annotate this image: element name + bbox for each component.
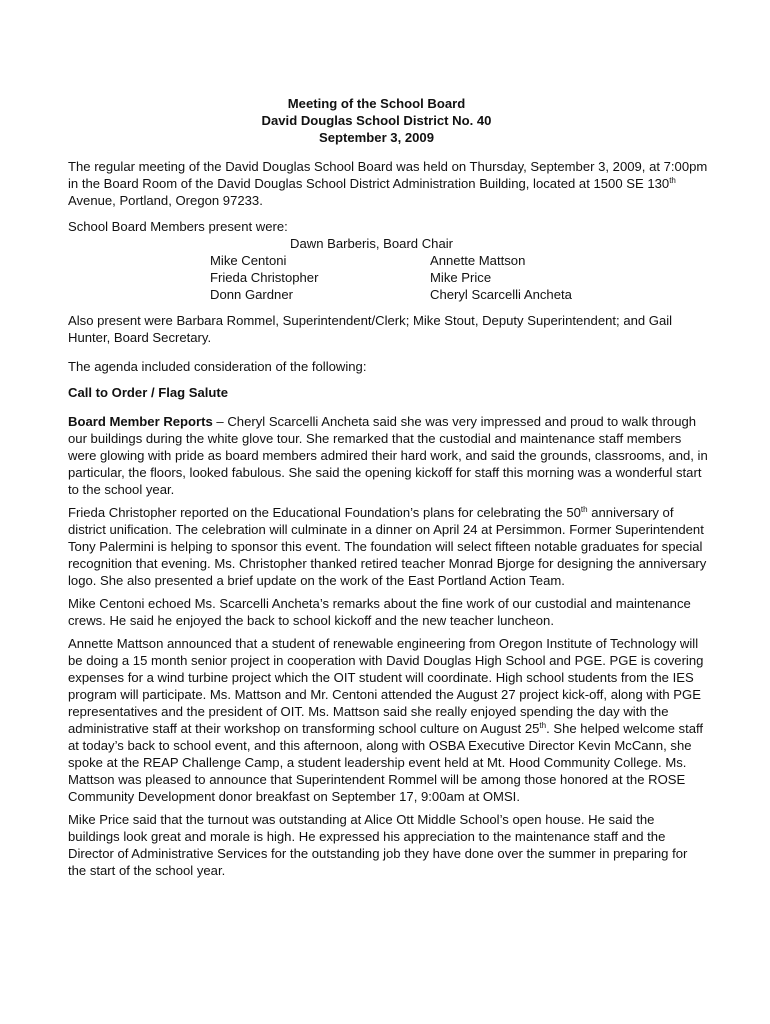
annette-paragraph <box>68 635 708 805</box>
frieda-sup: th <box>580 505 588 514</box>
member-name: Mike Price <box>430 270 492 285</box>
frieda-text-1: Frieda Christopher reported on the Educational Foundation’s plans for celebrating the 50 <box>68 505 581 520</box>
header-date: September 3, 2009 <box>319 130 434 145</box>
document-body <box>68 95 708 879</box>
annette-text-1: Annette Mattson announced that a student of renewable engineering from Oregon Institute of Technology will be doing a 15 month senior project in cooperation with David Douglas High School and PGE. PGE is covering expenses for a wind turbine project which the OIT student will coordinate. High school students from the IES program will participate. Ms. Mattson and Mr. Centoni attended the August 27 project kick-off, along with PGE representatives and the president of OIT. Ms. Mattson said she really enjoyed spending the day with the administrative staff at their workshop on transforming school culture on August 25 <box>68 636 704 736</box>
annette-sup: th <box>539 721 547 730</box>
members-intro: School Board Members present were: <box>68 219 288 234</box>
board-reports-paragraph <box>68 413 708 498</box>
member-chair: Dawn Barberis, Board Chair <box>290 236 454 251</box>
frieda-paragraph <box>68 504 708 589</box>
header-title: Meeting of the School Board <box>287 96 466 111</box>
document-header <box>68 95 708 146</box>
member-name: Mike Centoni <box>210 253 287 268</box>
member-name: Annette Mattson <box>430 253 526 268</box>
member-name: Cheryl Scarcelli Ancheta <box>430 287 572 302</box>
header-district: David Douglas School District No. 40 <box>261 113 492 128</box>
intro-text-2: Avenue, Portland, Oregon 97233. <box>68 193 263 208</box>
members-left-column <box>210 252 318 303</box>
intro-paragraph <box>68 158 708 209</box>
agenda-intro: The agenda included consideration of the following: <box>68 359 367 374</box>
members-right-column <box>430 252 572 303</box>
mike-centoni-paragraph: Mike Centoni echoed Ms. Scarcelli Ancheta’s remarks about the fine work of our custodial and maintenance crews. He said he enjoyed the back to school kickoff and the new teacher luncheon. <box>68 596 691 628</box>
mike-price-paragraph: Mike Price said that the turnout was outstanding at Alice Ott Middle School’s open house. He said the buildings look great and morale is high. He expressed his appreciation to the maintenance staff and the Director of Administrative Services for the outstanding job they have done over the summer in preparing for the start of the school year. <box>68 812 688 878</box>
frieda-text-2: anniversary of district unification. The celebration will culminate in a dinner on April 24 at Persimmon. Former Superintendent Tony Palermini is helping to sponsor this event. The foundation will select fifteen notable graduates for special recognition that evening. Ms. Christopher thanked retired teacher Monrad Bjorge for designing the anniversary logo. She also presented a brief update on the work of the East Portland Action Team. <box>68 505 707 588</box>
member-name: Donn Gardner <box>210 287 293 302</box>
also-present-paragraph: Also present were Barbara Rommel, Superintendent/Clerk; Mike Stout, Deputy Superintendent; and Gail Hunter, Board Secretary. <box>68 313 673 345</box>
member-name: Frieda Christopher <box>210 270 319 285</box>
board-reports-title: Board Member Reports <box>68 414 213 429</box>
intro-text-1: The regular meeting of the David Douglas School Board was held on Thursday, September 3, 2009, at 7:00pm in the Board Room of the David Douglas School District Administration Building, located at 1500 SE 130 <box>68 159 708 191</box>
call-to-order-heading: Call to Order / Flag Salute <box>68 385 229 400</box>
annette-text-2: . She helped welcome staff at today’s back to school event, and this afternoon, along with OSBA Executive Director Kevin McCann, she spoke at the REAP Challenge Camp, a student leadership event held at Mt. Hood Community College. Ms. Mattson was pleased to announce that Superintendent Rommel will be among those honored at the ROSE Community Development donor breakfast on September 17, 9:00am at OMSI. <box>68 721 704 804</box>
board-reports-text: – Cheryl Scarcelli Ancheta said she was very impressed and proud to walk through our buildings during the white glove tour. She remarked that the custodial and maintenance staff members were glowing with pride as board members admired their hard work, and said the grounds, classrooms, and, in particular, the floors, looked fabulous. She said the opening kickoff for staff this morning was a wonderful start to the school year. <box>68 414 708 497</box>
members-list <box>68 235 708 303</box>
intro-sup: th <box>669 176 676 185</box>
